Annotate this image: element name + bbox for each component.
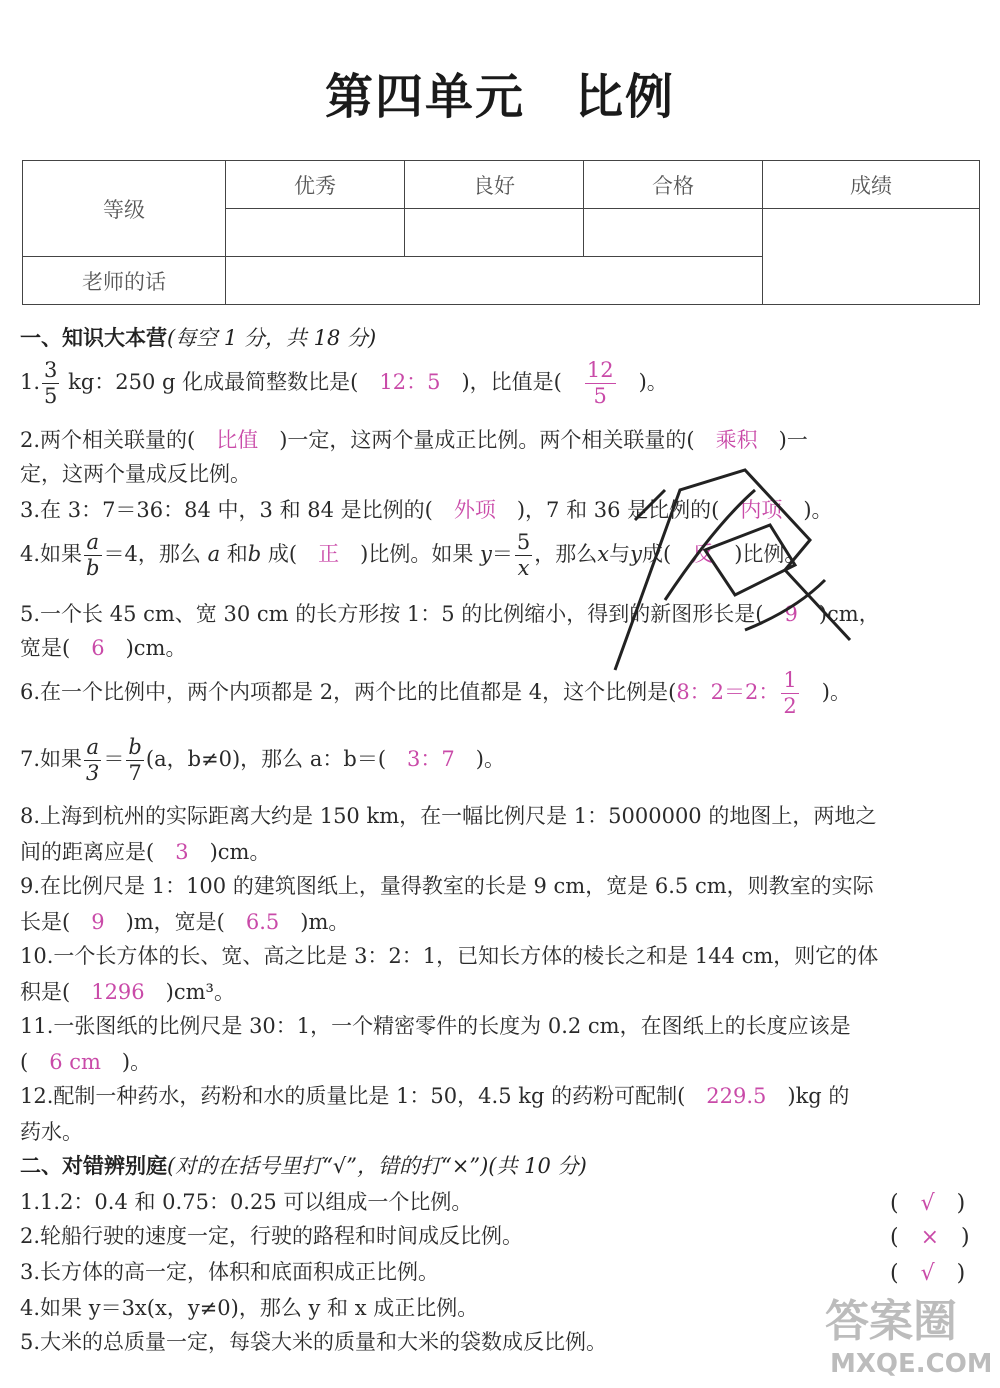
q11: 11.一张图纸的比例尺是 30：1，一个精密零件的长度为 0.2 cm，在图纸上的长度应该是 [20,1014,851,1038]
cell-excellent [226,209,405,257]
tf-item-1: 1.1.2：0.4 和 0.75：0.25 可以组成一个比例。 [20,1190,473,1214]
q2: 2.两个相关联量的( 比值 )一定，这两个量成正比例。两个相关联量的( 乘积 )一 [20,428,808,452]
q8-line2: 间的距离应是( 3 )cm。 [20,840,271,864]
cell-score [763,209,980,305]
cell-good [405,209,584,257]
col-pass: 合格 [584,161,763,209]
q9: 9.在比例尺是 1：100 的建筑图纸上，量得教室的长是 9 cm，宽是 6.5 cm，则教室的实际 [20,874,874,898]
level-label: 等级 [23,161,226,257]
stamp-scribble [595,430,875,680]
q11-line2: ( 6 cm )。 [20,1050,152,1074]
svg-text:答案圈: 答案圈 [825,1296,957,1347]
q6: 6.在一个比例中，两个内项都是 2，两个比的比值都是 4，这个比例是(8：2＝2： $\frac{1}{2}$ )。 [20,668,851,718]
tf-answer-2: ( × ) [890,1225,970,1250]
col-score: 成绩 [763,161,980,209]
q1: 1. $\frac{3}{5}$ kg：250 g 化成最简整数比是( 12：5 )，比值是( $\frac{12}{5}$ )。 [20,358,668,408]
cell-pass [584,209,763,257]
section1-heading: 一、知识大本营(每空 1 分，共 18 分) [20,325,377,350]
tf-item-4: 4.如果 y＝3x(x，y≠0)，那么 y 和 x 成正比例。 [20,1296,479,1320]
q3: 3.在 3：7＝36：84 中，3 和 84 是比例的( 外项 )，7 和 36 是比例的( 内项 )。 [20,498,833,522]
q12-line2: 药水。 [20,1120,83,1144]
tf-item-2: 2.轮船行驶的速度一定，行驶的路程和时间成反比例。 [20,1224,524,1248]
q10: 10.一个长方体的长、宽、高之比是 3：2：1，已知长方体的棱长之和是 144 cm，则它的体 [20,944,879,968]
col-excellent: 优秀 [226,161,405,209]
teacher-comment [226,257,763,305]
teacher-label: 老师的话 [23,257,226,305]
q4: 4.如果 $\frac{a}{b}$ ＝4，那么 a 和b 成( 正 )比例。如果 y＝ $\frac{5}{x}$ ，那么x与y成( 反 )比例。 [20,530,806,580]
q2-line2: 定，这两个量成反比例。 [20,462,251,486]
tf-item-5: 5.大米的总质量一定，每袋大米的质量和大米的袋数成反比例。 [20,1330,608,1354]
tf-answer-1: ( √ ) [890,1191,966,1216]
q5-line2: 宽是( 6 )cm。 [20,636,187,660]
q9-line2: 长是( 9 )m，宽是( 6.5 )m。 [20,910,350,934]
section2-heading: 二、对错辨别庭(对的在括号里打“√”，错的打“×”)(共 10 分) [20,1153,587,1178]
watermark-logo [820,1288,990,1388]
q8: 8.上海到杭州的实际距离大约是 150 km，在一幅比例尺是 1：5000000 的地图上，两地之 [20,804,877,828]
q12: 12.配制一种药水，药粉和水的质量比是 1：50，4.5 kg 的药粉可配制( 229.5 )kg 的 [20,1084,850,1108]
q5: 5.一个长 45 cm、宽 30 cm 的长方形按 1：5 的比例缩小，得到的新图形长是( 9 )cm， [20,602,880,626]
svg-text:MXQE.COM: MXQE.COM [830,1349,990,1378]
q10-line2: 积是( 1296 )cm³。 [20,980,235,1004]
page-title: 第四单元 比例 [324,69,675,125]
grade-table [22,160,980,305]
q7: 7.如果 $\frac{a}{3}$ ＝ $\frac{b}{7}$ (a，b≠0)，那么 a：b＝( 3：7 )。 [20,735,505,785]
tf-item-3: 3.长方体的高一定，体积和底面积成正比例。 [20,1260,440,1284]
tf-answer-3: ( √ ) [890,1261,966,1286]
col-good: 良好 [405,161,584,209]
